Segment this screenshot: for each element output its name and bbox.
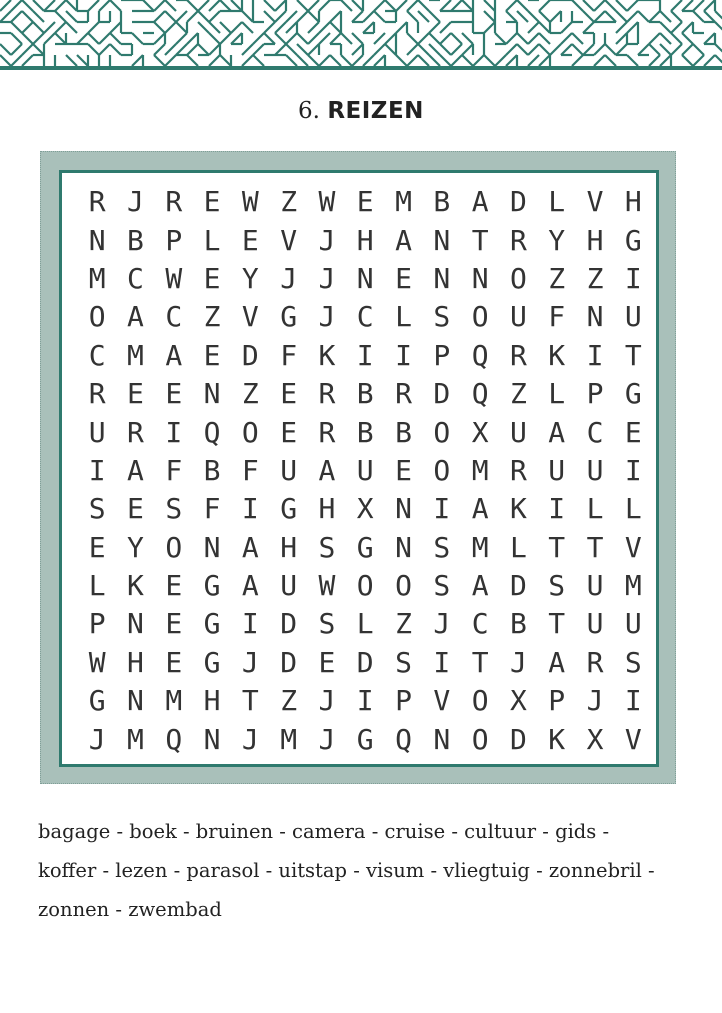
grid-cell: J bbox=[318, 722, 336, 756]
grid-cell: X bbox=[586, 722, 604, 756]
grid-cell: C bbox=[88, 338, 106, 372]
grid-cell: B bbox=[395, 415, 412, 449]
grid-cell: E bbox=[280, 415, 298, 449]
grid-cell: N bbox=[203, 377, 221, 411]
grid-cell: N bbox=[433, 261, 451, 295]
grid-cell: J bbox=[318, 684, 336, 718]
grid-cell: N bbox=[395, 530, 412, 564]
grid-cell: Y bbox=[241, 261, 259, 295]
grid-cell: T bbox=[241, 684, 259, 718]
grid-cell: N bbox=[127, 607, 144, 641]
grid-cell: G bbox=[280, 492, 298, 526]
grid-cell: U bbox=[586, 607, 604, 641]
grid-cell: I bbox=[624, 453, 642, 487]
grid-cell: R bbox=[88, 377, 106, 411]
puzzle-title bbox=[0, 96, 722, 126]
puzzle-number: 6. bbox=[298, 98, 320, 124]
word-list-line: koffer - lezen - parasol - uitstap - visum - vliegtuig - zonnebril - bbox=[38, 859, 655, 882]
grid-cell: W bbox=[88, 645, 106, 679]
grid-cell: Q bbox=[165, 722, 183, 756]
grid-cell: B bbox=[433, 185, 451, 219]
grid-cell: F bbox=[165, 453, 183, 487]
letter-grid bbox=[78, 183, 652, 759]
grid-cell: Y bbox=[548, 223, 566, 257]
grid-cell: E bbox=[395, 453, 412, 487]
grid-cell: I bbox=[356, 338, 374, 372]
grid-cell: C bbox=[127, 261, 144, 295]
grid-cell: C bbox=[586, 415, 604, 449]
grid-cell: P bbox=[548, 684, 566, 718]
grid-cell: O bbox=[356, 569, 374, 603]
grid-cell: U bbox=[509, 300, 527, 334]
grid-cell: N bbox=[395, 492, 412, 526]
grid-cell: N bbox=[471, 261, 489, 295]
grid-cell: R bbox=[318, 377, 336, 411]
grid-row bbox=[78, 567, 652, 605]
grid-cell: M bbox=[624, 569, 642, 603]
grid-cell: Q bbox=[471, 338, 489, 372]
grid-cell: S bbox=[624, 645, 642, 679]
grid-cell: J bbox=[318, 223, 336, 257]
grid-cell: U bbox=[280, 569, 298, 603]
grid-row bbox=[78, 720, 652, 758]
grid-cell: B bbox=[356, 377, 374, 411]
grid-cell: H bbox=[203, 684, 221, 718]
grid-cell: L bbox=[356, 607, 374, 641]
grid-cell: O bbox=[433, 415, 451, 449]
grid-cell: F bbox=[280, 338, 298, 372]
grid-cell: C bbox=[165, 300, 183, 334]
grid-cell: V bbox=[433, 684, 451, 718]
grid-cell: A bbox=[471, 185, 489, 219]
grid-cell: L bbox=[624, 492, 642, 526]
grid-cell: A bbox=[127, 300, 144, 334]
decorative-pattern-band bbox=[0, 0, 722, 72]
grid-cell: E bbox=[203, 338, 221, 372]
grid-cell: K bbox=[127, 569, 144, 603]
grid-cell: P bbox=[433, 338, 451, 372]
grid-row bbox=[78, 298, 652, 336]
grid-cell: E bbox=[165, 607, 183, 641]
grid-cell: K bbox=[318, 338, 336, 372]
grid-cell: A bbox=[395, 223, 412, 257]
grid-cell: E bbox=[241, 223, 259, 257]
grid-cell: O bbox=[241, 415, 259, 449]
grid-cell: J bbox=[127, 185, 144, 219]
grid-cell: E bbox=[127, 492, 144, 526]
grid-cell: R bbox=[88, 185, 106, 219]
grid-cell: U bbox=[624, 300, 642, 334]
grid-cell: H bbox=[127, 645, 144, 679]
lattice-pattern bbox=[0, 0, 722, 72]
grid-cell: L bbox=[509, 530, 527, 564]
grid-cell: J bbox=[509, 645, 527, 679]
word-list bbox=[38, 812, 698, 929]
grid-cell: G bbox=[280, 300, 298, 334]
grid-cell: E bbox=[165, 645, 183, 679]
grid-cell: R bbox=[509, 223, 527, 257]
grid-cell: J bbox=[88, 722, 106, 756]
grid-cell: R bbox=[318, 415, 336, 449]
grid-cell: I bbox=[586, 338, 604, 372]
grid-cell: D bbox=[356, 645, 374, 679]
grid-cell: M bbox=[280, 722, 298, 756]
grid-cell: Z bbox=[395, 607, 412, 641]
grid-cell: K bbox=[509, 492, 527, 526]
grid-cell: H bbox=[318, 492, 336, 526]
grid-cell: O bbox=[395, 569, 412, 603]
grid-cell: L bbox=[88, 569, 106, 603]
grid-cell: S bbox=[548, 569, 566, 603]
grid-cell: S bbox=[165, 492, 183, 526]
grid-cell: W bbox=[318, 569, 336, 603]
grid-row bbox=[78, 337, 652, 375]
grid-cell: B bbox=[127, 223, 144, 257]
grid-cell: E bbox=[318, 645, 336, 679]
grid-cell: E bbox=[356, 185, 374, 219]
grid-cell: M bbox=[165, 684, 183, 718]
grid-cell: R bbox=[127, 415, 144, 449]
grid-cell: G bbox=[88, 684, 106, 718]
puzzle-frame bbox=[40, 151, 676, 784]
grid-row bbox=[78, 529, 652, 567]
grid-cell: H bbox=[624, 185, 642, 219]
grid-cell: V bbox=[586, 185, 604, 219]
grid-cell: T bbox=[586, 530, 604, 564]
grid-cell: N bbox=[203, 530, 221, 564]
grid-cell: U bbox=[586, 453, 604, 487]
grid-cell: U bbox=[624, 607, 642, 641]
grid-cell: G bbox=[203, 569, 221, 603]
grid-cell: D bbox=[509, 185, 527, 219]
grid-cell: V bbox=[280, 223, 298, 257]
grid-cell: D bbox=[433, 377, 451, 411]
grid-cell: D bbox=[280, 607, 298, 641]
grid-cell: I bbox=[241, 492, 259, 526]
grid-cell: S bbox=[88, 492, 106, 526]
grid-cell: V bbox=[624, 722, 642, 756]
pattern-bottom-rule bbox=[0, 66, 722, 70]
grid-cell: V bbox=[624, 530, 642, 564]
grid-cell: U bbox=[509, 415, 527, 449]
grid-cell: A bbox=[241, 530, 259, 564]
grid-cell: S bbox=[433, 530, 451, 564]
grid-cell: R bbox=[509, 338, 527, 372]
grid-cell: D bbox=[241, 338, 259, 372]
grid-row bbox=[78, 375, 652, 413]
grid-cell: J bbox=[586, 684, 604, 718]
grid-cell: P bbox=[395, 684, 412, 718]
grid-cell: L bbox=[395, 300, 412, 334]
grid-cell: X bbox=[471, 415, 489, 449]
lattice-lines bbox=[0, 0, 722, 66]
grid-cell: R bbox=[509, 453, 527, 487]
grid-cell: U bbox=[586, 569, 604, 603]
grid-cell: Z bbox=[241, 377, 259, 411]
grid-cell: I bbox=[165, 415, 183, 449]
grid-cell: J bbox=[433, 607, 451, 641]
grid-cell: B bbox=[356, 415, 374, 449]
grid-cell: M bbox=[127, 722, 144, 756]
word-list-line: bagage - boek - bruinen - camera - cruise - cultuur - gids - bbox=[38, 820, 610, 843]
grid-row bbox=[78, 183, 652, 221]
grid-cell: H bbox=[586, 223, 604, 257]
grid-cell: G bbox=[624, 377, 642, 411]
grid-cell: I bbox=[433, 645, 451, 679]
grid-cell: T bbox=[471, 645, 489, 679]
grid-cell: N bbox=[203, 722, 221, 756]
grid-cell: L bbox=[548, 185, 566, 219]
grid-cell: W bbox=[241, 185, 259, 219]
grid-cell: V bbox=[241, 300, 259, 334]
grid-cell: M bbox=[127, 338, 144, 372]
grid-cell: Q bbox=[395, 722, 412, 756]
grid-cell: P bbox=[165, 223, 183, 257]
grid-cell: Q bbox=[471, 377, 489, 411]
grid-row bbox=[78, 221, 652, 259]
grid-cell: A bbox=[471, 569, 489, 603]
grid-cell: E bbox=[127, 377, 144, 411]
grid-cell: O bbox=[509, 261, 527, 295]
grid-cell: A bbox=[127, 453, 144, 487]
grid-cell: J bbox=[318, 261, 336, 295]
grid-cell: E bbox=[280, 377, 298, 411]
grid-cell: E bbox=[88, 530, 106, 564]
grid-cell: E bbox=[203, 185, 221, 219]
grid-cell: Q bbox=[203, 415, 221, 449]
grid-cell: L bbox=[203, 223, 221, 257]
grid-row bbox=[78, 490, 652, 528]
grid-cell: R bbox=[395, 377, 412, 411]
grid-cell: G bbox=[203, 645, 221, 679]
grid-cell: D bbox=[509, 722, 527, 756]
grid-cell: F bbox=[241, 453, 259, 487]
grid-cell: F bbox=[548, 300, 566, 334]
grid-cell: U bbox=[280, 453, 298, 487]
grid-cell: W bbox=[318, 185, 336, 219]
grid-cell: E bbox=[624, 415, 642, 449]
grid-cell: S bbox=[318, 607, 336, 641]
grid-cell: P bbox=[88, 607, 106, 641]
grid-cell: M bbox=[471, 530, 489, 564]
grid-cell: J bbox=[318, 300, 336, 334]
grid-cell: D bbox=[509, 569, 527, 603]
grid-cell: Z bbox=[280, 185, 298, 219]
grid-cell: O bbox=[165, 530, 183, 564]
grid-cell: K bbox=[548, 338, 566, 372]
grid-cell: Z bbox=[280, 684, 298, 718]
grid-cell: C bbox=[471, 607, 489, 641]
grid-cell: A bbox=[548, 415, 566, 449]
grid-cell: A bbox=[165, 338, 183, 372]
grid-cell: J bbox=[280, 261, 298, 295]
grid-cell: I bbox=[624, 684, 642, 718]
grid-cell: I bbox=[241, 607, 259, 641]
grid-cell: M bbox=[471, 453, 489, 487]
grid-cell: I bbox=[433, 492, 451, 526]
grid-cell: G bbox=[624, 223, 642, 257]
grid-cell: C bbox=[356, 300, 374, 334]
grid-cell: U bbox=[356, 453, 374, 487]
grid-cell: U bbox=[88, 415, 106, 449]
grid-cell: L bbox=[586, 492, 604, 526]
grid-cell: Z bbox=[586, 261, 604, 295]
grid-cell: T bbox=[471, 223, 489, 257]
grid-cell: A bbox=[471, 492, 489, 526]
grid-row bbox=[78, 260, 652, 298]
grid-cell: A bbox=[548, 645, 566, 679]
grid-cell: O bbox=[471, 722, 489, 756]
grid-cell: O bbox=[433, 453, 451, 487]
grid-cell: I bbox=[356, 684, 374, 718]
grid-cell: J bbox=[241, 645, 259, 679]
grid-cell: Z bbox=[548, 261, 566, 295]
grid-row bbox=[78, 452, 652, 490]
grid-row bbox=[78, 682, 652, 720]
grid-cell: S bbox=[433, 300, 451, 334]
word-list-line: zonnen - zwembad bbox=[38, 898, 222, 921]
grid-cell: I bbox=[395, 338, 412, 372]
grid-cell: R bbox=[165, 185, 183, 219]
grid-cell: A bbox=[241, 569, 259, 603]
grid-cell: M bbox=[395, 185, 412, 219]
grid-cell: N bbox=[88, 223, 106, 257]
grid-cell: F bbox=[203, 492, 221, 526]
grid-cell: O bbox=[88, 300, 106, 334]
grid-cell: W bbox=[165, 261, 183, 295]
grid-cell: A bbox=[318, 453, 336, 487]
grid-cell: G bbox=[356, 530, 374, 564]
grid-cell: K bbox=[548, 722, 566, 756]
grid-cell: J bbox=[241, 722, 259, 756]
grid-cell: E bbox=[395, 261, 412, 295]
grid-cell: O bbox=[471, 684, 489, 718]
grid-cell: E bbox=[165, 569, 183, 603]
grid-cell: S bbox=[395, 645, 412, 679]
grid-cell: T bbox=[624, 338, 642, 372]
grid-cell: E bbox=[165, 377, 183, 411]
grid-cell: D bbox=[280, 645, 298, 679]
grid-cell: L bbox=[548, 377, 566, 411]
puzzle-name: REIZEN bbox=[327, 98, 424, 124]
grid-cell: B bbox=[509, 607, 527, 641]
grid-cell: I bbox=[624, 261, 642, 295]
grid-cell: T bbox=[548, 530, 566, 564]
grid-cell: S bbox=[433, 569, 451, 603]
grid-cell: S bbox=[318, 530, 336, 564]
grid-cell: N bbox=[586, 300, 604, 334]
grid-cell: I bbox=[88, 453, 106, 487]
grid-cell: G bbox=[356, 722, 374, 756]
grid-cell: X bbox=[509, 684, 527, 718]
grid-cell: O bbox=[471, 300, 489, 334]
grid-cell: B bbox=[203, 453, 221, 487]
grid-cell: Y bbox=[127, 530, 144, 564]
grid-cell: H bbox=[280, 530, 298, 564]
grid-row bbox=[78, 413, 652, 451]
grid-cell: H bbox=[356, 223, 374, 257]
grid-cell: Z bbox=[509, 377, 527, 411]
grid-cell: N bbox=[356, 261, 374, 295]
grid-cell: Z bbox=[203, 300, 221, 334]
grid-cell: R bbox=[586, 645, 604, 679]
grid-cell: T bbox=[548, 607, 566, 641]
grid-row bbox=[78, 644, 652, 682]
grid-cell: N bbox=[433, 223, 451, 257]
grid-cell: I bbox=[548, 492, 566, 526]
grid-cell: M bbox=[88, 261, 106, 295]
grid-row bbox=[78, 605, 652, 643]
grid-cell: N bbox=[127, 684, 144, 718]
puzzle-board bbox=[59, 170, 659, 767]
grid-cell: U bbox=[548, 453, 566, 487]
grid-cell: P bbox=[586, 377, 604, 411]
grid-cell: X bbox=[356, 492, 374, 526]
grid-cell: N bbox=[433, 722, 451, 756]
grid-cell: E bbox=[203, 261, 221, 295]
grid-cell: G bbox=[203, 607, 221, 641]
